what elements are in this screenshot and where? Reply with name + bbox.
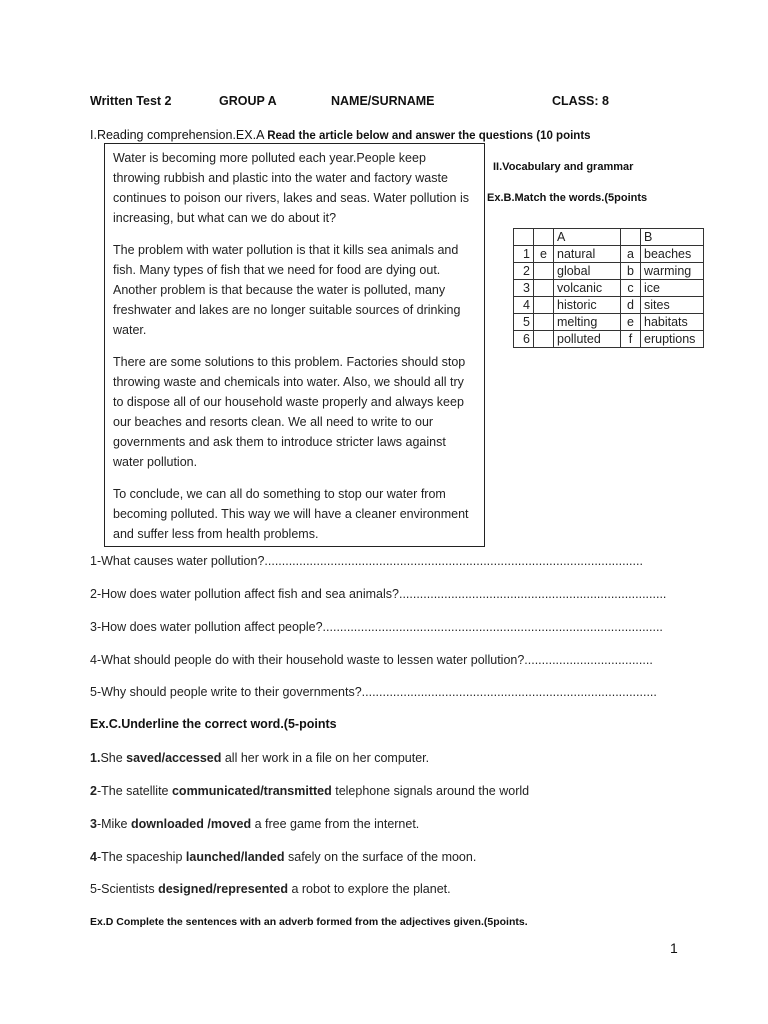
table-row: 6 polluted f eruptions	[514, 331, 704, 348]
exc-sentence-5: 5-Scientists designed/represented a robot to explore the planet.	[90, 882, 451, 896]
table-row: 5 melting e habitats	[514, 314, 704, 331]
table-header-row	[514, 229, 704, 246]
exc-heading: Ex.C.Underline the correct word.(5-points	[90, 717, 337, 731]
answer-cell[interactable]: e	[534, 246, 554, 263]
question-2: 2-How does water pollution affect fish and sea animals?.............................................................................	[90, 587, 667, 601]
exc-sentence-1: 1.She saved/accessed all her work in a file on her computer.	[90, 751, 430, 765]
answer-cell[interactable]	[534, 331, 554, 348]
table-row: 1 e natural a beaches	[514, 246, 704, 263]
question-5: 5-Why should people write to their governments?.....................................................................................	[90, 685, 657, 699]
word-choice[interactable]: saved/accessed	[126, 751, 222, 765]
table-row: 2 global b warming	[514, 263, 704, 280]
table-row: 4 historic d sites	[514, 297, 704, 314]
question-3: 3-How does water pollution affect people?..................................................................................................	[90, 620, 663, 634]
table-row: 3 volcanic c ice	[514, 280, 704, 297]
exc-sentence-3: 3-Mike downloaded /moved a free game from the internet.	[90, 817, 420, 831]
class-label: CLASS: 8	[552, 94, 609, 108]
section1-heading	[90, 128, 591, 142]
answer-cell[interactable]	[534, 297, 554, 314]
word-choice[interactable]: launched/landed	[185, 850, 285, 864]
vocabulary-grammar-heading: II.Vocabulary and grammar	[493, 161, 634, 173]
column-a-header: A	[554, 229, 621, 246]
question-1: 1-What causes water pollution?.............................................................................................................	[90, 554, 643, 568]
article-paragraph-1: Water is becoming more polluted each year.People keep throwing rubbish and plastic into the water and factory waste continues to poison our rivers, lakes and seas. Water pollution is increasing, but what can we do about it?	[113, 151, 469, 225]
exd-heading: Ex.D Complete the sentences with an adverb formed from the adjectives given.(5points.	[90, 916, 528, 928]
word-choice[interactable]: downloaded /moved	[130, 817, 252, 831]
column-b-header: B	[641, 229, 704, 246]
match-words-table	[513, 228, 704, 348]
question-4: 4-What should people do with their household waste to lessen water pollution?.....................................	[90, 653, 653, 667]
section1-instruction: Read the article below and answer the questions (10 points	[267, 130, 591, 142]
name-surname-label: NAME/SURNAME	[331, 94, 435, 108]
article-paragraph-2: The problem with water pollution is that it kills sea animals and fish. Many types of fish that we need for food are dying out. Another problem is that because the water is polluted, many freshwater and lakes are no longer suitable sources of drinking water.	[113, 243, 461, 337]
exb-heading: Ex.B.Match the words.(5points	[487, 192, 648, 204]
word-choice[interactable]: communicated/transmitted	[171, 784, 332, 798]
answer-cell[interactable]	[534, 263, 554, 280]
word-choice[interactable]: designed/represented	[158, 882, 288, 896]
exc-sentence-2: 2-The satellite communicated/transmitted telephone signals around the world	[90, 784, 530, 798]
article-paragraph-3: There are some solutions to this problem. Factories should stop throwing waste and chemicals into water. Also, we should all try to dispose all of our household waste properly and always keep our beaches and resorts clean. We all need to write to our governments and ask them to introduce stricter laws against water pollution.	[113, 355, 466, 469]
test-title: Written Test 2	[90, 94, 172, 108]
page-number: 1	[670, 940, 678, 956]
reading-article	[104, 143, 485, 547]
group-label: GROUP A	[219, 94, 277, 108]
answer-cell[interactable]	[534, 314, 554, 331]
answer-cell[interactable]	[534, 280, 554, 297]
exc-sentence-4: 4-The spaceship launched/landed safely on the surface of the moon.	[90, 850, 477, 864]
article-paragraph-4: To conclude, we can all do something to stop our water from becoming polluted. This way we will have a cleaner environment and suffer less from health problems.	[113, 487, 469, 541]
section1-lead: I.Reading comprehension.EX.A	[90, 128, 268, 142]
